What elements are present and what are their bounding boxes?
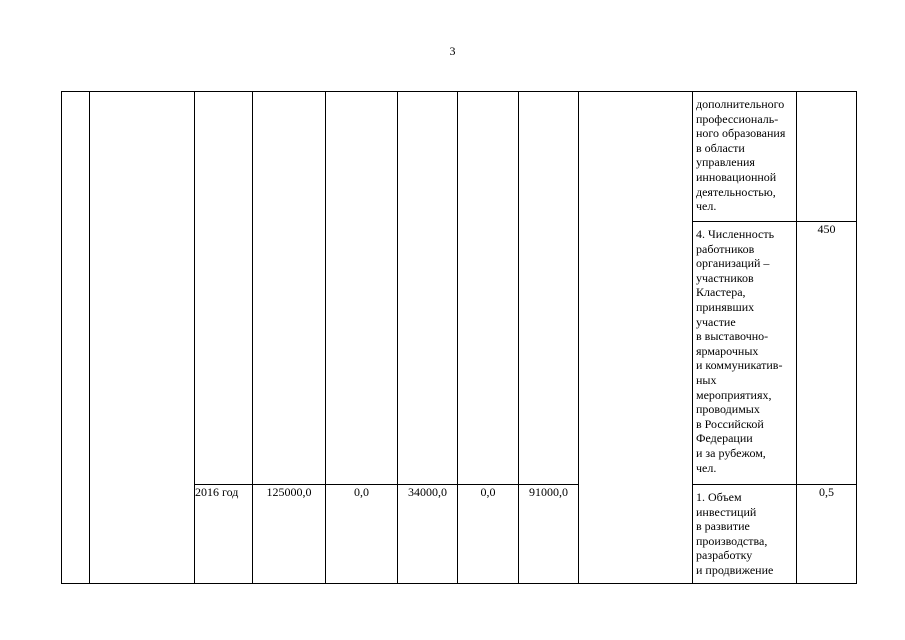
indicator-1-text: 1. Объем инвестиций в развитие производства, разработку и продвижение <box>696 490 774 577</box>
year-2016-col2: 0,0 <box>326 485 398 584</box>
table-row <box>62 92 857 222</box>
indicator-4-value: 450 <box>797 222 857 485</box>
indicator-3-value-cell <box>797 92 857 222</box>
page-number: 3 <box>449 44 456 58</box>
cell-funding-col5 <box>519 92 579 485</box>
indicator-3-tail-text: дополнительного профессиональ- ного образования в области управления инновационной деятельностью, чел. <box>696 97 786 214</box>
cell-year <box>195 92 253 485</box>
cell-funding-col3 <box>398 92 458 485</box>
year-2016-col3: 34000,0 <box>398 485 458 584</box>
year-2016-col4: 0,0 <box>458 485 519 584</box>
cell-funding-col2 <box>326 92 398 485</box>
cell-event-name <box>90 92 195 584</box>
indicator-4-cell <box>693 222 797 485</box>
year-2016-total: 125000,0 <box>253 485 326 584</box>
year-2016-col5: 91000,0 <box>519 485 579 584</box>
indicator-4-text: 4. Численность работников организаций – участников Кластера, принявших участие в выставочно- ярмарочных и коммуникатив- ных мероприятиях, проводимых в Российской Федерации и за рубежом, чел. <box>696 227 783 475</box>
program-table <box>61 91 857 584</box>
indicator-1-cell <box>693 485 797 584</box>
cell-funding-col4 <box>458 92 519 485</box>
indicator-3-tail-cell <box>693 92 797 222</box>
cell-executor <box>579 92 693 584</box>
cell-number <box>62 92 90 584</box>
indicator-1-value: 0,5 <box>797 485 857 584</box>
cell-total <box>253 92 326 485</box>
year-2016-label: 2016 год <box>195 485 253 584</box>
